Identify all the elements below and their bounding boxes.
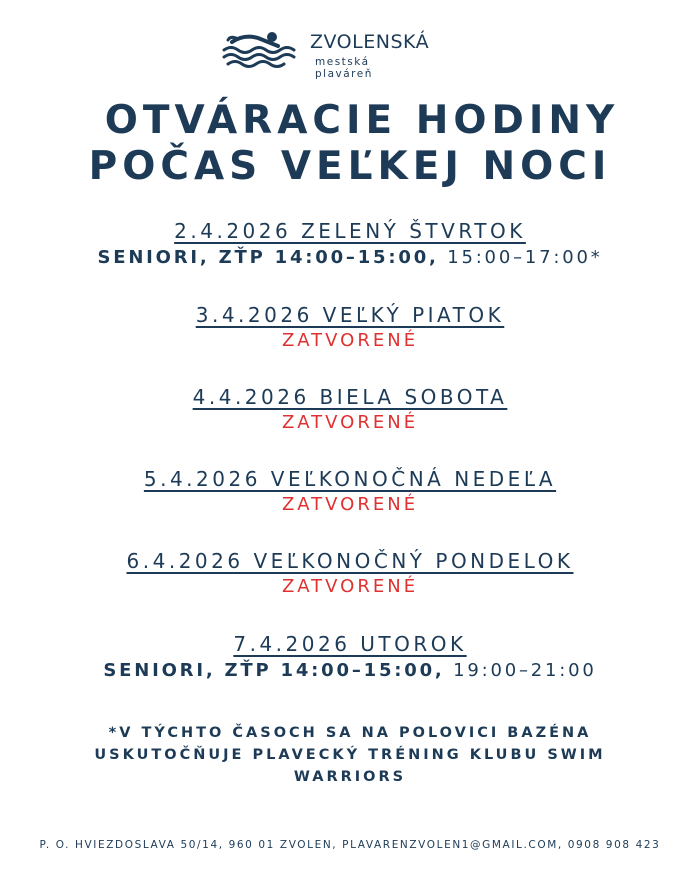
logo-subtitle: mestská plaváreň: [315, 56, 373, 80]
public-hours: 15:00–17:00*: [438, 247, 603, 268]
closed-status: ZATVORENÉ: [281, 494, 419, 515]
swimmer-icon: [222, 28, 302, 70]
closed-status: ZATVORENÉ: [281, 412, 419, 433]
day-hours: [0, 660, 700, 681]
day-block: [0, 385, 700, 433]
day-heading: 5.4.2026 VEĽKONOČNÁ NEDEĽA: [143, 467, 557, 491]
logo: [222, 28, 432, 80]
page-title-line2: POČAS VEĽKEJ NOCI: [88, 144, 612, 189]
training-note: [0, 722, 700, 788]
seniors-hours: SENIORI, ZŤP 14:00–15:00,: [97, 247, 439, 268]
day-block: [0, 219, 700, 268]
day-heading: 6.4.2026 VEĽKONOČNÝ PONDELOK: [126, 549, 574, 573]
note-line: *V TÝCHTO ČASOCH SA NA POLOVICI BAZÉNA: [108, 725, 592, 741]
closed-status: ZATVORENÉ: [281, 576, 419, 597]
note-line: WARRIORS: [293, 769, 407, 785]
day-heading: 3.4.2026 VEĽKÝ PIATOK: [195, 303, 505, 327]
day-block: [0, 303, 700, 351]
day-block: [0, 549, 700, 597]
public-hours: 19:00–21:00: [444, 660, 597, 681]
day-block: [0, 467, 700, 515]
day-block: [0, 632, 700, 681]
footer-contact: P. O. HVIEZDOSLAVA 50/14, 960 01 ZVOLEN, PLAVARENZVOLEN1@GMAIL.COM, 0908 908 423: [39, 839, 661, 851]
day-heading: 7.4.2026 UTOROK: [233, 632, 467, 656]
day-heading: 4.4.2026 BIELA SOBOTA: [192, 385, 508, 409]
day-heading: 2.4.2026 ZELENÝ ŠTVRTOK: [174, 219, 526, 243]
seniors-hours: SENIORI, ZŤP 14:00–15:00,: [103, 660, 445, 681]
page-title-line1: OTVÁRACIE HODINY: [104, 98, 620, 143]
note-line: USKUTOČŇUJE PLAVECKÝ TRÉNING KLUBU SWIM: [94, 747, 606, 763]
logo-name: ZVOLENSKÁ: [310, 31, 430, 53]
day-hours: [0, 247, 700, 268]
closed-status: ZATVORENÉ: [281, 330, 419, 351]
